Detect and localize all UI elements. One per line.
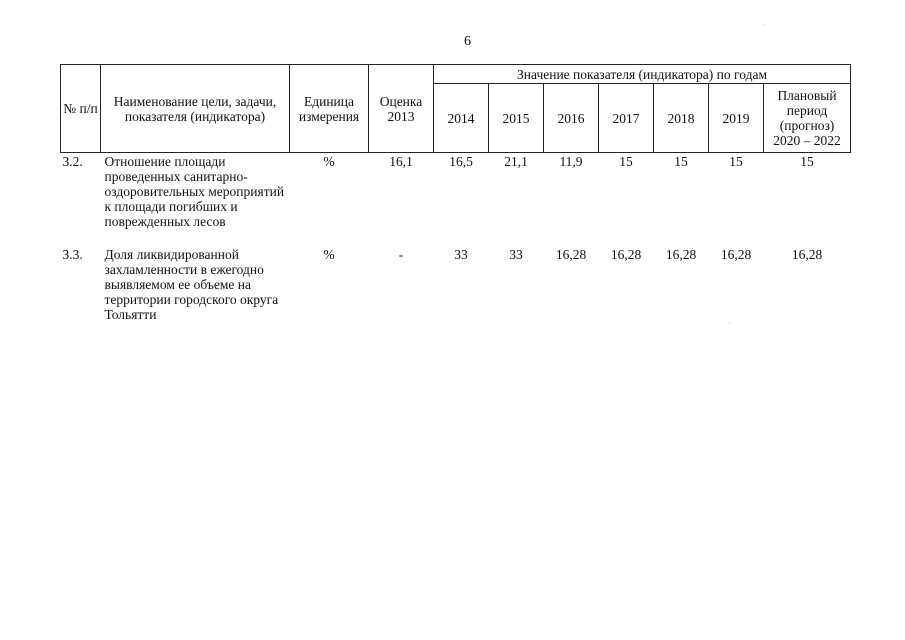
header-name: Наименование цели, задачи, показателя (индикатора): [101, 65, 290, 153]
row-value-2018: 15: [674, 154, 688, 169]
header-years-group: Значение показателя (индикатора) по годам: [434, 65, 851, 84]
row-value-2015: 21,1: [504, 154, 528, 169]
header-plan: Плановый период (прогноз) 2020 – 2022: [764, 84, 851, 153]
row-value-2019: 15: [729, 154, 743, 169]
row-value-2017: 15: [619, 154, 633, 169]
header-estimate: Оценка 2013: [369, 65, 434, 153]
scan-speck: ·: [762, 20, 765, 30]
indicators-table: [60, 64, 851, 322]
row-num: 3.2.: [62, 154, 83, 169]
header-year-2019: 2019: [709, 84, 764, 153]
header-year-2018: 2018: [654, 84, 709, 153]
row-estimate: -: [398, 247, 404, 262]
header-year-2014: 2014: [434, 84, 489, 153]
row-value-2016: 16,28: [555, 247, 587, 262]
row-value-2019: 16,28: [720, 247, 752, 262]
row-value-2017: 16,28: [610, 247, 642, 262]
scan-speck: ·: [728, 318, 731, 328]
row-name: Отношение площади проведенных санитарно-оздоровительных мероприятий к площади погибших и поврежденных лесов: [104, 154, 285, 229]
table-row: [61, 229, 851, 322]
header-year-2016: 2016: [544, 84, 599, 153]
row-plan: 16,28: [791, 247, 823, 262]
row-estimate: 16,1: [389, 154, 413, 169]
row-value-2015: 33: [509, 247, 523, 262]
header-year-2015: 2015: [489, 84, 544, 153]
row-plan: 15: [800, 154, 814, 169]
row-num: 3.3.: [62, 247, 83, 262]
table-header: [61, 65, 851, 153]
header-year-2017: 2017: [599, 84, 654, 153]
row-value-2014: 16,5: [449, 154, 473, 169]
row-value-2018: 16,28: [665, 247, 697, 262]
row-unit: %: [323, 154, 335, 169]
row-value-2014: 33: [454, 247, 468, 262]
table-row: [61, 153, 851, 230]
header-unit: Единица измерения: [290, 65, 369, 153]
page-number: 6: [464, 34, 471, 49]
row-name: Доля ликвидированной захламленности в ежегодно выявляемом ее объеме на территории городского округа Тольятти: [104, 247, 279, 322]
row-value-2016: 11,9: [559, 154, 583, 169]
header-num: № п/п: [61, 65, 101, 153]
row-unit: %: [323, 247, 335, 262]
